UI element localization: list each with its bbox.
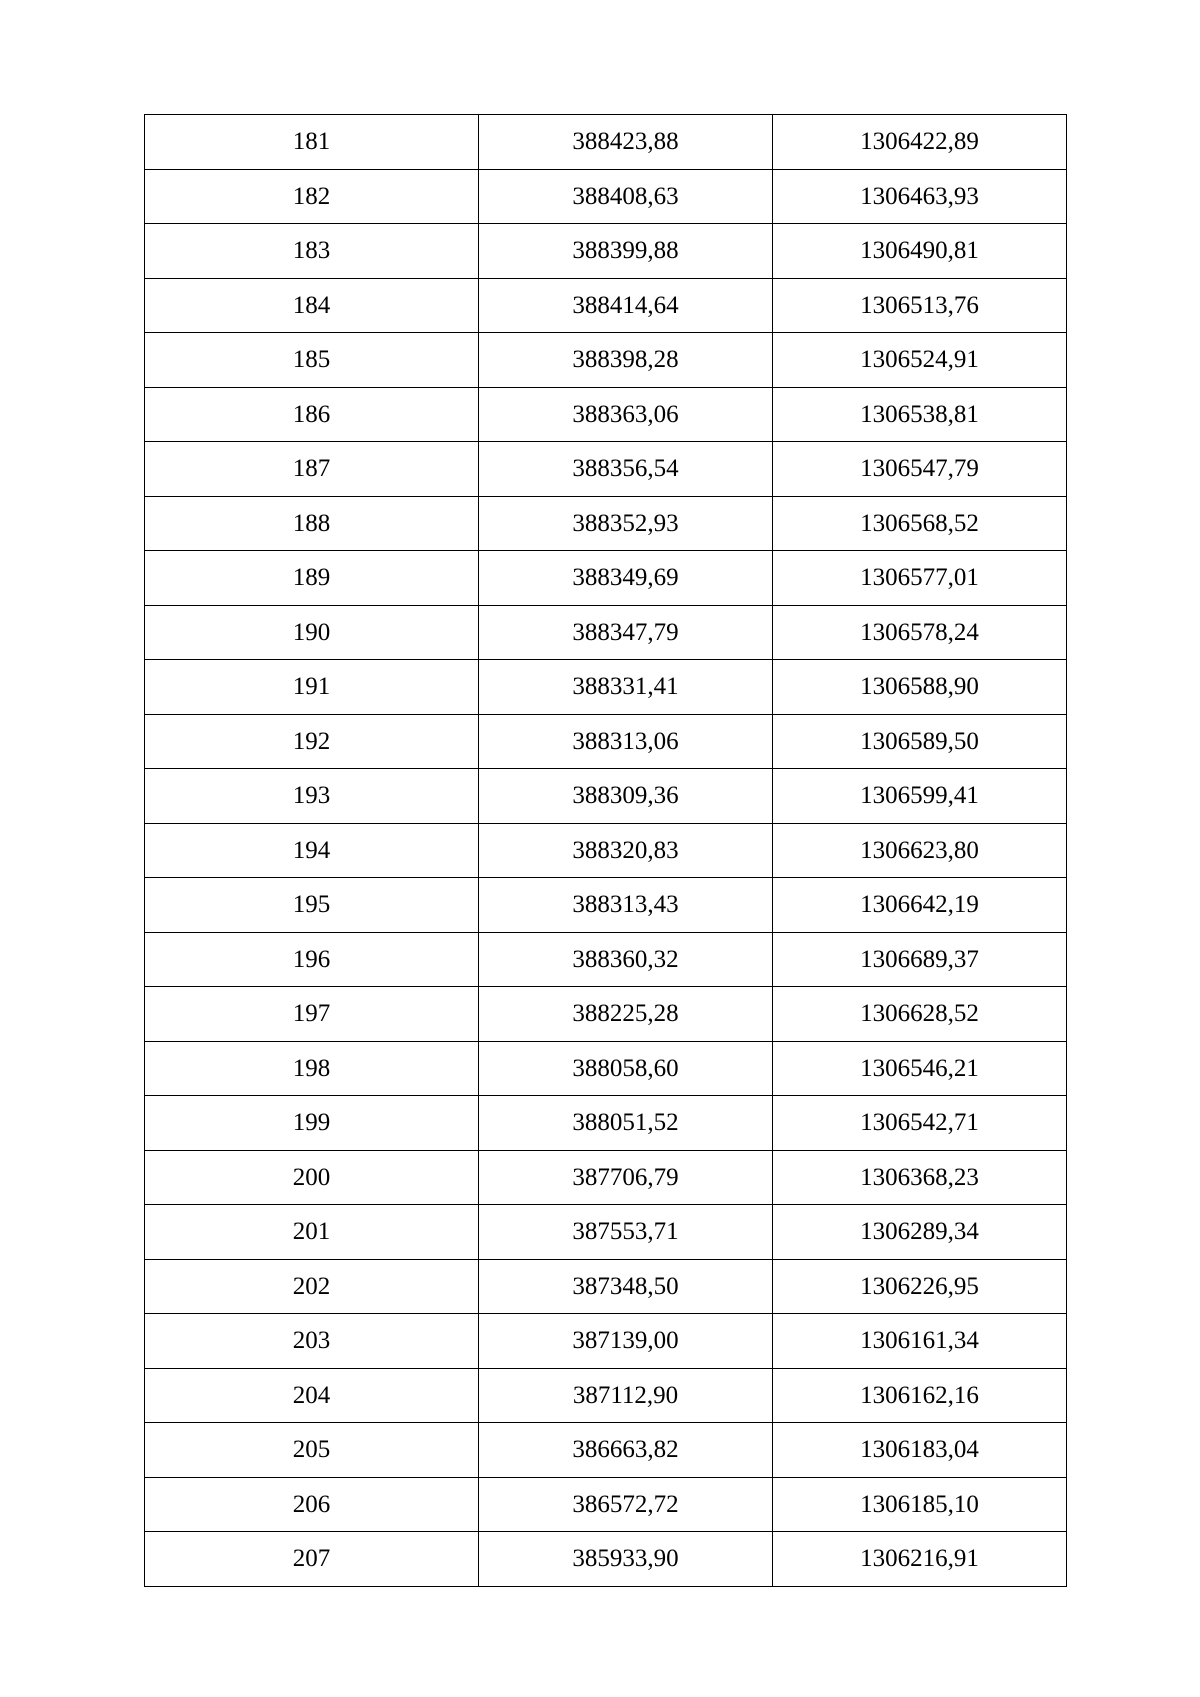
table-row xyxy=(145,1368,1067,1423)
y-coordinate-cell: 1306642,19 xyxy=(773,878,1067,933)
table-row xyxy=(145,605,1067,660)
point-number-cell: 191 xyxy=(145,660,479,715)
y-coordinate-cell: 1306216,91 xyxy=(773,1532,1067,1587)
x-coordinate-cell: 388363,06 xyxy=(479,387,773,442)
point-number-cell: 192 xyxy=(145,714,479,769)
y-coordinate-cell: 1306463,93 xyxy=(773,169,1067,224)
table-row xyxy=(145,278,1067,333)
table-row xyxy=(145,224,1067,279)
point-number-cell: 202 xyxy=(145,1259,479,1314)
point-number-cell: 194 xyxy=(145,823,479,878)
table-row xyxy=(145,1259,1067,1314)
table-row xyxy=(145,769,1067,824)
x-coordinate-cell: 388347,79 xyxy=(479,605,773,660)
table-row xyxy=(145,1477,1067,1532)
point-number-cell: 188 xyxy=(145,496,479,551)
y-coordinate-cell: 1306689,37 xyxy=(773,932,1067,987)
point-number-cell: 185 xyxy=(145,333,479,388)
point-number-cell: 201 xyxy=(145,1205,479,1260)
point-number-cell: 186 xyxy=(145,387,479,442)
y-coordinate-cell: 1306183,04 xyxy=(773,1423,1067,1478)
y-coordinate-cell: 1306289,34 xyxy=(773,1205,1067,1260)
table-row xyxy=(145,1096,1067,1151)
table-row xyxy=(145,823,1067,878)
point-number-cell: 195 xyxy=(145,878,479,933)
point-number-cell: 193 xyxy=(145,769,479,824)
x-coordinate-cell: 388408,63 xyxy=(479,169,773,224)
table-row xyxy=(145,442,1067,497)
x-coordinate-cell: 388423,88 xyxy=(479,115,773,170)
table-row xyxy=(145,932,1067,987)
point-number-cell: 181 xyxy=(145,115,479,170)
table-row xyxy=(145,878,1067,933)
point-number-cell: 182 xyxy=(145,169,479,224)
y-coordinate-cell: 1306547,79 xyxy=(773,442,1067,497)
y-coordinate-cell: 1306588,90 xyxy=(773,660,1067,715)
x-coordinate-cell: 387139,00 xyxy=(479,1314,773,1369)
point-number-cell: 198 xyxy=(145,1041,479,1096)
table-row xyxy=(145,333,1067,388)
y-coordinate-cell: 1306578,24 xyxy=(773,605,1067,660)
table-row xyxy=(145,387,1067,442)
y-coordinate-cell: 1306185,10 xyxy=(773,1477,1067,1532)
x-coordinate-cell: 388051,52 xyxy=(479,1096,773,1151)
y-coordinate-cell: 1306599,41 xyxy=(773,769,1067,824)
x-coordinate-cell: 388399,88 xyxy=(479,224,773,279)
table-row xyxy=(145,115,1067,170)
x-coordinate-cell: 388313,06 xyxy=(479,714,773,769)
y-coordinate-cell: 1306490,81 xyxy=(773,224,1067,279)
y-coordinate-cell: 1306628,52 xyxy=(773,987,1067,1042)
table-row xyxy=(145,1205,1067,1260)
table-row xyxy=(145,169,1067,224)
x-coordinate-cell: 388225,28 xyxy=(479,987,773,1042)
y-coordinate-cell: 1306226,95 xyxy=(773,1259,1067,1314)
x-coordinate-cell: 387553,71 xyxy=(479,1205,773,1260)
x-coordinate-cell: 388352,93 xyxy=(479,496,773,551)
x-coordinate-cell: 386663,82 xyxy=(479,1423,773,1478)
table-row xyxy=(145,496,1067,551)
point-number-cell: 203 xyxy=(145,1314,479,1369)
x-coordinate-cell: 388360,32 xyxy=(479,932,773,987)
table-row xyxy=(145,1041,1067,1096)
x-coordinate-cell: 388398,28 xyxy=(479,333,773,388)
table-row xyxy=(145,1150,1067,1205)
coordinates-table-body xyxy=(145,115,1067,1587)
x-coordinate-cell: 388414,64 xyxy=(479,278,773,333)
x-coordinate-cell: 388349,69 xyxy=(479,551,773,606)
point-number-cell: 190 xyxy=(145,605,479,660)
y-coordinate-cell: 1306623,80 xyxy=(773,823,1067,878)
x-coordinate-cell: 387112,90 xyxy=(479,1368,773,1423)
point-number-cell: 205 xyxy=(145,1423,479,1478)
y-coordinate-cell: 1306568,52 xyxy=(773,496,1067,551)
y-coordinate-cell: 1306524,91 xyxy=(773,333,1067,388)
x-coordinate-cell: 388320,83 xyxy=(479,823,773,878)
y-coordinate-cell: 1306542,71 xyxy=(773,1096,1067,1151)
x-coordinate-cell: 388331,41 xyxy=(479,660,773,715)
y-coordinate-cell: 1306162,16 xyxy=(773,1368,1067,1423)
point-number-cell: 200 xyxy=(145,1150,479,1205)
table-row xyxy=(145,1314,1067,1369)
y-coordinate-cell: 1306513,76 xyxy=(773,278,1067,333)
x-coordinate-cell: 388356,54 xyxy=(479,442,773,497)
x-coordinate-cell: 388309,36 xyxy=(479,769,773,824)
x-coordinate-cell: 386572,72 xyxy=(479,1477,773,1532)
table-row xyxy=(145,714,1067,769)
x-coordinate-cell: 387706,79 xyxy=(479,1150,773,1205)
y-coordinate-cell: 1306589,50 xyxy=(773,714,1067,769)
table-row xyxy=(145,1532,1067,1587)
y-coordinate-cell: 1306546,21 xyxy=(773,1041,1067,1096)
point-number-cell: 183 xyxy=(145,224,479,279)
coordinates-table xyxy=(144,114,1067,1587)
y-coordinate-cell: 1306368,23 xyxy=(773,1150,1067,1205)
point-number-cell: 204 xyxy=(145,1368,479,1423)
point-number-cell: 206 xyxy=(145,1477,479,1532)
table-row xyxy=(145,987,1067,1042)
y-coordinate-cell: 1306538,81 xyxy=(773,387,1067,442)
table-row xyxy=(145,660,1067,715)
point-number-cell: 196 xyxy=(145,932,479,987)
table-row xyxy=(145,551,1067,606)
point-number-cell: 199 xyxy=(145,1096,479,1151)
point-number-cell: 197 xyxy=(145,987,479,1042)
x-coordinate-cell: 385933,90 xyxy=(479,1532,773,1587)
y-coordinate-cell: 1306577,01 xyxy=(773,551,1067,606)
point-number-cell: 207 xyxy=(145,1532,479,1587)
x-coordinate-cell: 387348,50 xyxy=(479,1259,773,1314)
point-number-cell: 184 xyxy=(145,278,479,333)
point-number-cell: 189 xyxy=(145,551,479,606)
table-row xyxy=(145,1423,1067,1478)
point-number-cell: 187 xyxy=(145,442,479,497)
x-coordinate-cell: 388058,60 xyxy=(479,1041,773,1096)
x-coordinate-cell: 388313,43 xyxy=(479,878,773,933)
y-coordinate-cell: 1306422,89 xyxy=(773,115,1067,170)
y-coordinate-cell: 1306161,34 xyxy=(773,1314,1067,1369)
